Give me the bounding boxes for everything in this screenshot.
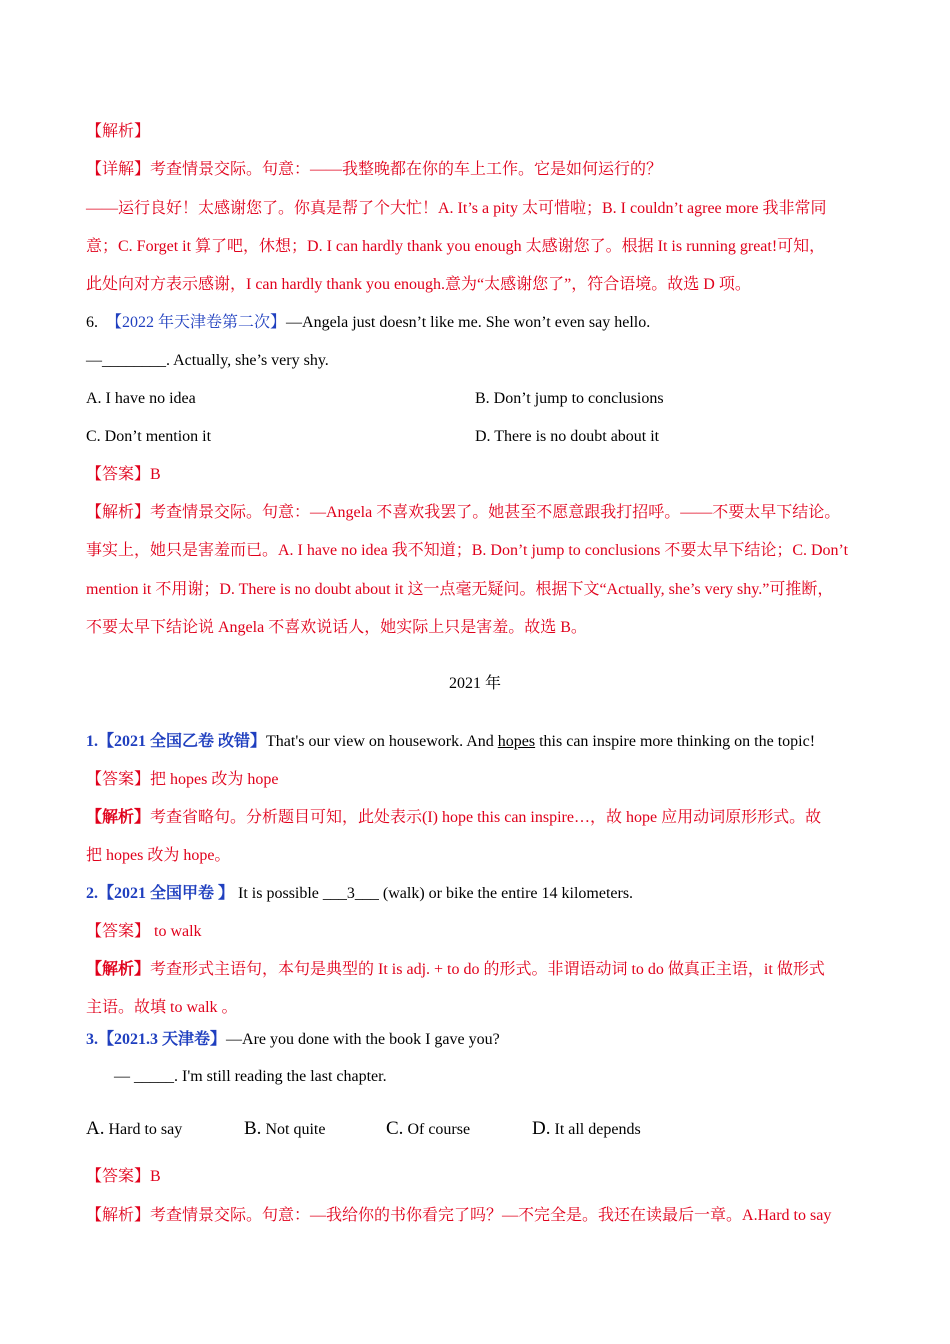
q2-jiexi-2: 主语。故填 to walk 。 xyxy=(86,999,238,1016)
q6-jiexi-3: mention it 不用谢；D. There is no doubt about it 这一点毫无疑问。根据下文“Actually, she’s very shy.”可推断， xyxy=(86,581,834,598)
detail-label: 【详解】 xyxy=(86,161,151,178)
q1-stem-pre: That's our view on housework. And xyxy=(266,733,498,750)
q3-jiexi-text: 考查情景交际。句意：—我给你的书你看完了吗？—不完全是。我还在读最后一章。A.Hard to say xyxy=(150,1207,832,1224)
q2-source: 【2021 全国甲卷 】 xyxy=(98,885,235,902)
q1-jiexi-2: 把 hopes 改为 hope。 xyxy=(86,847,231,864)
q2-jiexi-1 xyxy=(86,960,825,980)
q1-jiexi-1 xyxy=(86,808,821,828)
q6-source: 【2022 年天津卷第二次】 xyxy=(106,314,287,331)
q3-option-d-text: It all depends xyxy=(550,1121,641,1138)
q3-stem xyxy=(86,1030,500,1050)
q2-stem-post: (walk) or bike the entire 14 kilometers. xyxy=(378,885,634,902)
q3-option-c xyxy=(386,1119,470,1140)
q1-source: 【2021 全国乙卷 改错】 xyxy=(98,733,267,750)
detail-text: 考查情景交际。句意：——我整晚都在你的车上工作。它是如何运行的？ xyxy=(150,161,663,178)
q6-jiexi-4: 不要太早下结论说 Angela 不喜欢说话人，她实际上只是害羞。故选 B。 xyxy=(86,619,587,636)
q3-number: 3. xyxy=(86,1031,98,1048)
q6-option-c: C. Don’t mention it xyxy=(86,428,212,445)
q6-stem-text: —Angela just doesn’t like me. She won’t even say hello. xyxy=(286,314,651,331)
q3-answer: 【答案】B xyxy=(86,1168,161,1185)
q3-option-d-letter: D. xyxy=(532,1118,551,1139)
q1-error-word: hopes xyxy=(497,733,536,750)
q3-line2: — _____. I'm still reading the last chapter. xyxy=(114,1068,387,1085)
q1-jiexi-label: 【解析】 xyxy=(86,809,151,826)
q3-option-c-letter: C. xyxy=(386,1118,404,1139)
q3-option-b-letter: B. xyxy=(244,1118,262,1139)
q2-answer: 【答案】 to walk xyxy=(86,923,202,940)
q3-option-b xyxy=(244,1119,325,1140)
q3-option-c-text: Of course xyxy=(403,1121,471,1138)
q2-number: 2. xyxy=(86,885,98,902)
q2-stem-pre: It is possible xyxy=(234,885,323,902)
q6-option-d: D. There is no doubt about it xyxy=(475,428,660,445)
jiexi-label: 【解析】 xyxy=(86,123,151,140)
q6-line2: —________. Actually, she’s very shy. xyxy=(86,352,329,369)
q3-jiexi-label: 【解析】 xyxy=(86,1207,151,1224)
q3-option-a xyxy=(86,1119,182,1140)
q2-jiexi-text: 考查形式主语句，本句是典型的 It is adj. + to do 的形式。非谓语动词 to do 做真正主语，it 做形式 xyxy=(150,961,825,978)
q3-option-b-text: Not quite xyxy=(261,1121,326,1138)
q2-jiexi-label: 【解析】 xyxy=(86,961,151,978)
year-heading: 2021 年 xyxy=(448,675,501,692)
detail-line-4: 此处向对方表示感谢，I can hardly thank you enough.意为“太感谢您了”，符合语境。故选 D 项。 xyxy=(86,276,751,293)
q1-answer: 【答案】把 hopes 改为 hope xyxy=(86,771,279,788)
q1-stem xyxy=(86,732,815,752)
q2-stem xyxy=(86,884,633,904)
q1-jiexi-text: 考查省略句。分析题目可知，此处表示(I) hope this can inspire…，故 hope 应用动词原形形式。故 xyxy=(150,809,822,826)
q3-option-a-text: Hard to say xyxy=(104,1121,183,1138)
detail-line-1 xyxy=(86,160,662,180)
q1-number: 1. xyxy=(86,733,98,750)
q3-jiexi-1 xyxy=(86,1206,831,1226)
q2-blank: ___3___ xyxy=(322,885,379,902)
q6-jiexi-1: 【解析】考查情景交际。句意：—Angela 不喜欢我罢了。她甚至不愿意跟我打招呼。——不要太早下结论。 xyxy=(86,504,841,521)
q1-stem-post: this can inspire more thinking on the topic! xyxy=(535,733,816,750)
q3-option-a-letter: A. xyxy=(86,1118,105,1139)
q6-jiexi-2: 事实上，她只是害羞而已。A. I have no idea 我不知道；B. Don’t jump to conclusions 不要太早下结论；C. Don’t xyxy=(86,542,849,559)
q3-option-d xyxy=(532,1119,641,1140)
q6-option-a: A. I have no idea xyxy=(86,390,196,407)
q6-answer: 【答案】B xyxy=(86,466,161,483)
q3-source: 【2021.3 天津卷】 xyxy=(98,1031,227,1048)
q3-stem-text: —Are you done with the book I gave you? xyxy=(226,1031,500,1048)
detail-line-2: ——运行良好！太感谢您了。你真是帮了个大忙！A. It’s a pity 太可惜啦；B. I couldn’t agree more 我非常同 xyxy=(86,200,827,217)
q6-stem xyxy=(86,313,650,333)
q6-number: 6. xyxy=(86,314,98,331)
q6-option-b: B. Don’t jump to conclusions xyxy=(475,390,664,407)
detail-line-3: 意；C. Forget it 算了吧，休想；D. I can hardly thank you enough 太感谢您了。根据 It is running great!可知， xyxy=(86,238,826,255)
